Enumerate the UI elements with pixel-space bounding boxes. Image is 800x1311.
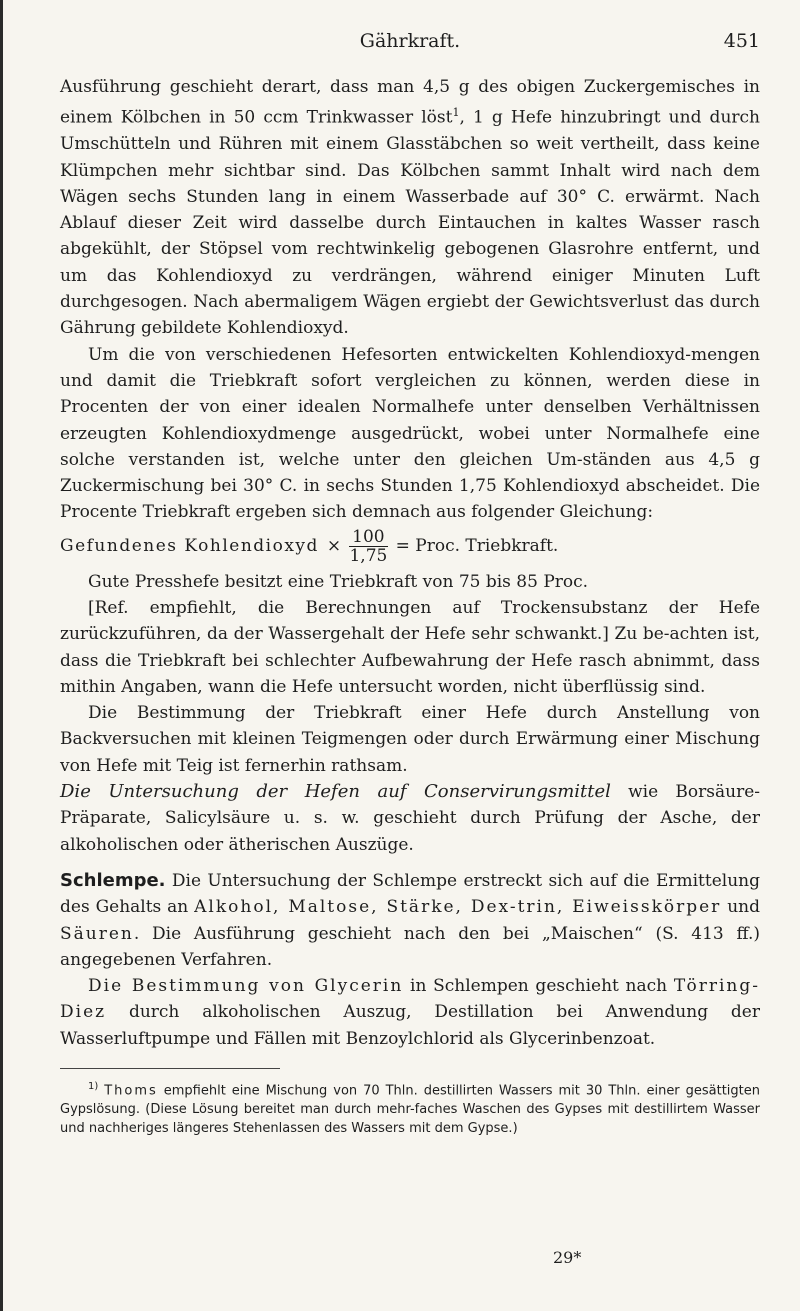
- signature-mark: 29*: [553, 1248, 582, 1267]
- times-sign: ×: [326, 536, 342, 557]
- page-number: 451: [723, 30, 760, 52]
- body-text: [60, 74, 760, 1052]
- paragraph-4: [Ref. empfiehlt, die Berechnungen auf Trockensubstanz der Hefe zurückzuführen, da der Wassergehalt der Hefe sehr schwankt.] Zu be-achten ist, dass die Triebkraft bei schlechter Aufbewahrung der Hefe rasch abnimmt, dass mithin Angaben, wann die Hefe untersucht worden, nicht überflüssig sind.: [60, 598, 760, 697]
- footnote-marker: 1): [88, 1081, 99, 1093]
- paragraph-8: Die Bestimmung von Glycerin in Schlempen geschieht nach Törring-Diez durch alkoholischen Auszug, Destillation bei Anwendung der Wasserluftpumpe und Fällen mit Benzoylchlorid als Glycerinbenzoat.: [60, 976, 760, 1049]
- italic-heading: Die Untersuchung der Hefen auf Conservirungsmittel: [60, 781, 611, 803]
- page-header: [60, 30, 760, 74]
- equation-right: = Proc. Triebkraft.: [395, 536, 559, 557]
- running-head: Gährkraft.: [359, 30, 461, 52]
- fraction-denominator: 1,75: [349, 545, 388, 566]
- footnote-rule: [60, 1068, 280, 1069]
- page: [60, 0, 760, 1138]
- paragraph-1: Ausführung geschieht derart, dass man 4,5 g des obigen Zuckergemisches in einem Kölbchen in 50 ccm Trinkwasser löst$^1$, 1 g Hefe hinzubringt und durch Umschütteln und Rühren mit einem Glasstäbchen so weit vertheilt, dass keine Klümpchen mehr sichtbar sind. Das Kölbchen sammt Inhalt wird nach dem Wägen sechs Stunden lang in einem Wasserbade auf 30° C. erwärmt. Nach Ablauf dieser Zeit wird dasselbe durch Eintauchen in kaltes Wasser rasch abgekühlt, der Stöpsel vom rechtwinkelig gebogenen Glasrohre entfernt, und um das Kohlendioxyd zu verdrängen, während einiger Minuten Luft durchgesogen. Nach abermaligem Wägen ergiebt der Gewichtsverlust das durch Gährung gebildete Kohlendioxyd.: [60, 77, 760, 339]
- paragraph-6: Die Untersuchung der Hefen auf Conservirungsmittel wie Borsäure-Präparate, Salicylsäure u. s. w. geschieht durch Prüfung der Asche, der alkoholischen oder ätherischen Auszüge.: [60, 781, 760, 855]
- paragraph-7: Schlempe. Die Untersuchung der Schlempe erstreckt sich auf die Ermittelung des Gehalts an Alkohol, Maltose, Stärke, Dex-trin, Eiweisskörper und Säuren. Die Ausführung geschieht nach den bei „Maischen“ (S. 413 ff.) angegebenen Verfahren.: [60, 869, 760, 970]
- paragraph-3: Gute Presshefe besitzt eine Triebkraft von 75 bis 85 Proc.: [88, 571, 589, 592]
- fraction-numerator: 100: [349, 528, 387, 547]
- section-heading: Schlempe.: [60, 869, 166, 891]
- equation: [60, 528, 760, 565]
- paragraph-5: Die Bestimmung der Triebkraft einer Hefe durch Anstellung von Backversuchen mit kleinen Teigmengen oder durch Erwärmung einer Mischung von Hefe mit Teig ist fernerhin rathsam.: [60, 703, 760, 776]
- fraction: [349, 528, 387, 565]
- footnote: $^{1)}$ Thoms empfiehlt eine Mischung von 70 Thln. destillirten Wassers mit 30 Thln. einer gesättigten Gypslösung. (Diese Lösung bereitet man durch mehr-faches Waschen des Gypses mit destillirtem Wasser und nachheriges längeres Stehenlassen des Wassers mit dem Gypse.): [60, 1081, 760, 1137]
- paragraph-2: Um die von verschiedenen Hefesorten entwickelten Kohlendioxyd-mengen und damit die Triebkraft sofort vergleichen zu können, werden diese in Procenten der von einer idealen Normalhefe unter denselben Verhältnissen erzeugten Kohlendioxydmenge ausgedrückt, wobei unter Normalhefe eine solche verstanden ist, welche unter den gleichen Um-ständen aus 4,5 g Zuckermischung bei 30° C. in sechs Stunden 1,75 Kohlendioxyd abscheidet. Die Procente Triebkraft ergeben sich demnach aus folgender Gleichung:: [60, 344, 760, 523]
- footnote-ref: 1: [452, 106, 460, 120]
- equation-left: Gefundenes Kohlendioxyd: [60, 536, 319, 557]
- page-edge: [0, 0, 3, 1311]
- footnote-author: Thoms: [104, 1083, 158, 1099]
